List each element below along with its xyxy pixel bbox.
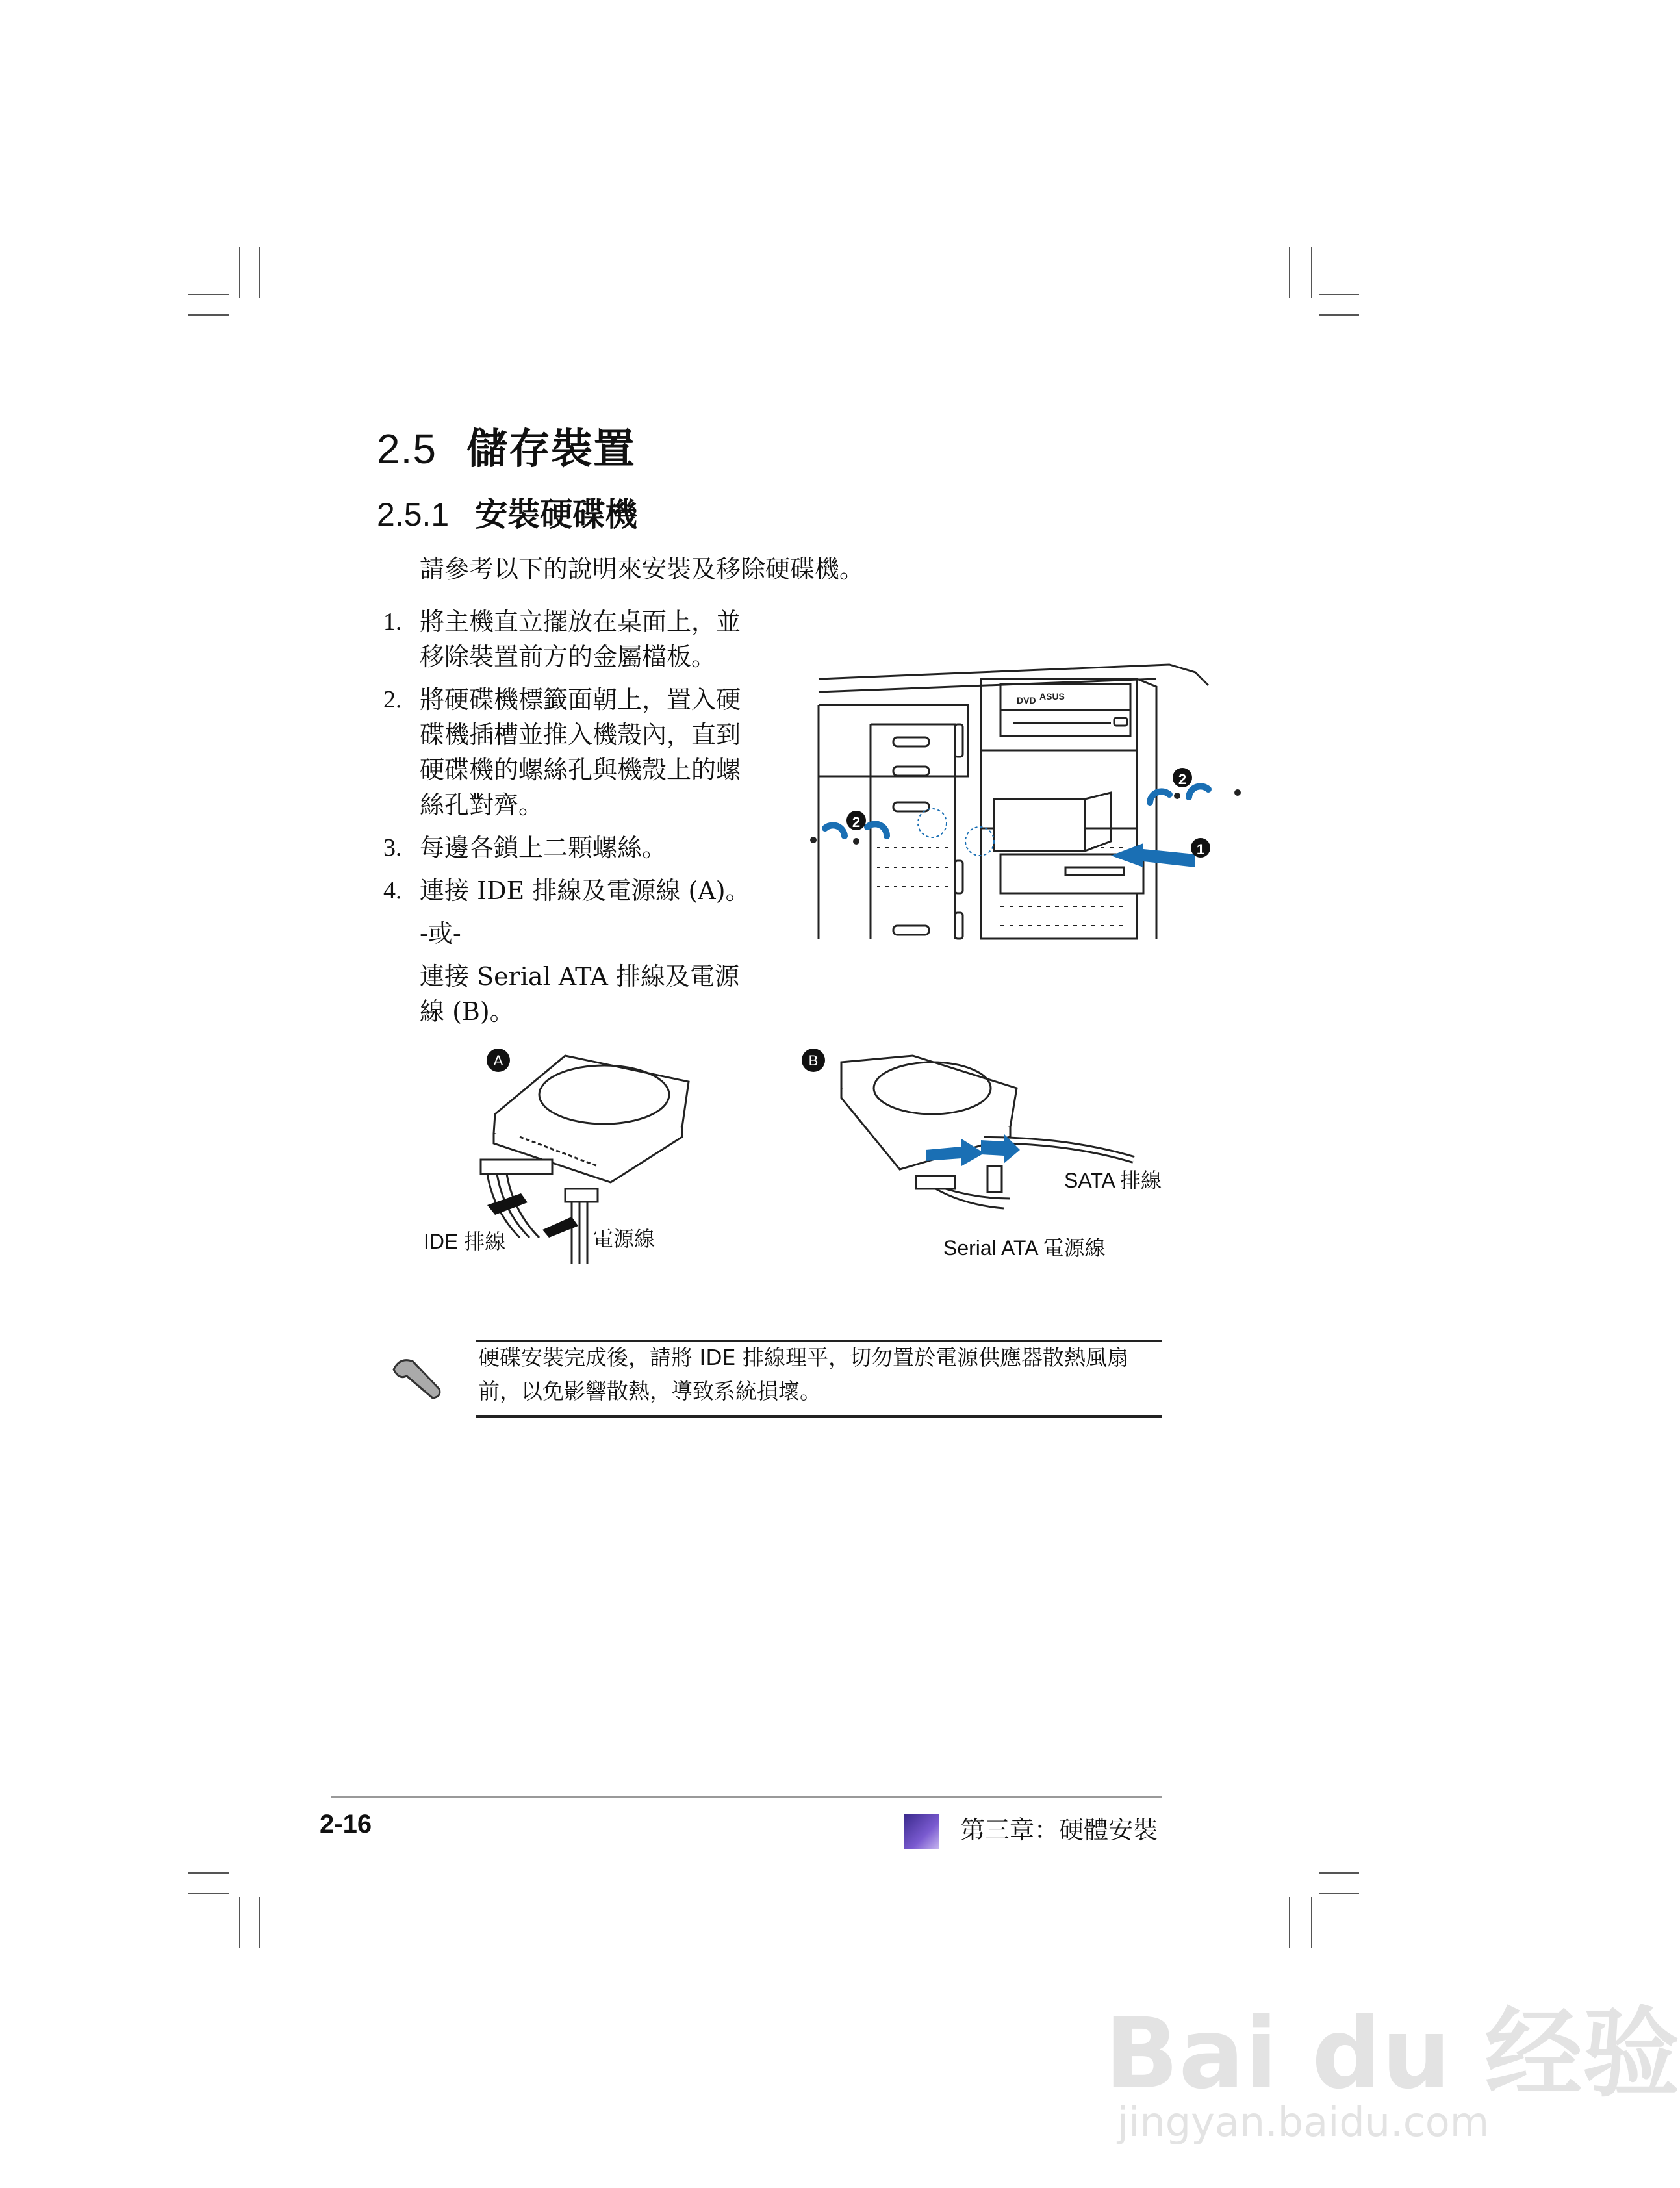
note-bottom-rule (476, 1415, 1162, 1418)
step-text: 將硬碟機標籤面朝上，置入硬碟機插槽並推入機殼內，直到硬碟機的螺絲孔與機殼上的螺絲孔對齊。 (420, 685, 741, 819)
figure-b (796, 1043, 1160, 1240)
power-cable-label: 電源線 (592, 1227, 655, 1251)
steps-list (383, 604, 760, 1037)
step-or-text: -或- (420, 919, 461, 948)
subsection-number: 2.5.1 (377, 496, 450, 533)
sata-drive-illustration (796, 1043, 1160, 1238)
svg-text:B: B (808, 1052, 819, 1069)
watermark-logo: Bai du 经验 (1104, 1998, 1680, 2111)
step-item (383, 682, 760, 822)
sata-cable-label: SATA 排線 (1064, 1169, 1162, 1192)
step-item (383, 604, 760, 674)
svg-text:2: 2 (1178, 771, 1187, 787)
step-item (383, 830, 760, 865)
dvd-logo-text: DVD (1017, 695, 1036, 706)
step-number: 4. (383, 877, 402, 904)
step-alt-text: 連接 Serial ATA 排線及電源線 (B)。 (420, 962, 739, 1026)
chassis-illustration (806, 653, 1254, 958)
footer-rule (331, 1796, 1162, 1798)
connect-arrow-icon (542, 1217, 578, 1238)
svg-text:1: 1 (1196, 841, 1205, 858)
ide-cable-label: IDE 排線 (424, 1230, 506, 1253)
chapter-title: 第三章：硬體安裝 (960, 1816, 1158, 1844)
svg-text:2: 2 (852, 814, 861, 830)
pencil-hand-icon (387, 1350, 447, 1402)
note-text: 硬碟安裝完成後，請將 IDE 排線理平，切勿置於電源供應器散熱風扇前，以免影響散熱，導致系統損壞。 (478, 1345, 1128, 1404)
subsection-title: 安裝硬碟機 (475, 496, 638, 533)
svg-text:A: A (493, 1052, 503, 1069)
subsection-heading (377, 489, 637, 535)
asus-logo-text: ASUS (1039, 691, 1065, 702)
section-title: 儲存裝置 (466, 426, 635, 474)
step-item (383, 873, 760, 1029)
step-text: 將主機直立擺放在桌面上，並移除裝置前方的金屬檔板。 (420, 607, 741, 671)
watermark-url: jingyan.baidu.com (1117, 2098, 1490, 2146)
step-text: 每邊各鎖上二顆螺絲。 (420, 833, 667, 862)
step-number: 1. (383, 608, 402, 635)
step-number: 3. (383, 834, 402, 861)
chapter-mark-icon (904, 1814, 939, 1849)
section-heading (377, 416, 635, 476)
step-number: 2. (383, 686, 402, 713)
sata-power-label: Serial ATA 電源線 (943, 1236, 1106, 1260)
step-text: 連接 IDE 排線及電源線 (A)。 (420, 876, 750, 905)
page-number: 2-16 (320, 1810, 372, 1838)
section-number: 2.5 (377, 426, 437, 472)
intro-paragraph: 請參考以下的說明來安裝及移除硬碟機。 (420, 555, 865, 583)
